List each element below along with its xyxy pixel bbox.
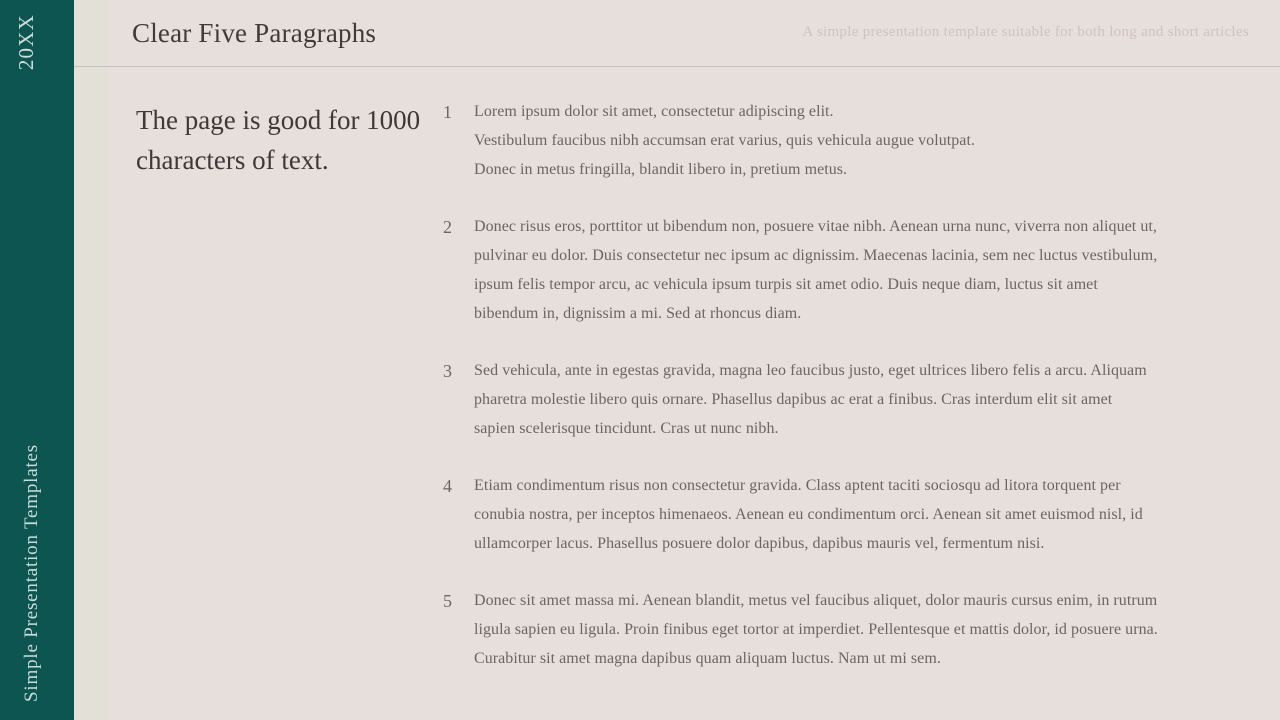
- paragraph-text: [474, 471, 1253, 558]
- paragraph-item: [443, 212, 1253, 328]
- paragraph-text: [474, 356, 1253, 443]
- slide-body: [108, 67, 1280, 720]
- paragraph-line: ligula sapien eu ligula. Proin finibus eget tortor at imperdiet. Pellentesque et mattis dolor, id posuere urna.: [474, 621, 1158, 638]
- beige-accent-band: [74, 0, 108, 720]
- paragraph-line: Lorem ipsum dolor sit amet, consectetur adipiscing elit.: [474, 103, 834, 120]
- paragraph-text: [474, 212, 1253, 328]
- paragraph-list: [443, 97, 1253, 701]
- rail-year-label: 20XX: [14, 14, 38, 71]
- paragraph-number: 1: [443, 102, 452, 122]
- header-divider: [74, 66, 1280, 67]
- paragraph-item: [443, 471, 1253, 558]
- paragraph-line: sapien scelerisque tincidunt. Cras ut nunc nibh.: [474, 420, 779, 437]
- paragraph-line: Donec sit amet massa mi. Aenean blandit, metus vel faucibus aliquet, dolor mauris cursus enim, in rutrum: [474, 592, 1158, 609]
- paragraph-number: 3: [443, 361, 452, 381]
- paragraph-line: bibendum in, dignissim a mi. Sed at rhoncus diam.: [474, 305, 802, 322]
- paragraph-line: ipsum felis tempor arcu, ac vehicula ipsum turpis sit amet odio. Duis neque diam, luctus sit amet: [474, 276, 1098, 293]
- paragraph-line: Curabitur sit amet magna dapibus quam aliquam luctus. Nam ut mi sem.: [474, 650, 941, 667]
- paragraph-line: Sed vehicula, ante in egestas gravida, magna leo faucibus justo, eget ultrices libero felis a arcu. Aliquam: [474, 362, 1147, 379]
- paragraph-line: Etiam condimentum risus non consectetur gravida. Class aptent taciti sociosqu ad litora torquent per: [474, 477, 1121, 494]
- paragraph-line: pharetra molestie libero quis ornare. Phasellus dapibus ac erat a finibus. Cras interdum elit sit amet: [474, 391, 1113, 408]
- paragraph-line: Donec in metus fringilla, blandit libero in, pretium metus.: [474, 161, 848, 178]
- paragraph-text: [474, 586, 1253, 673]
- page-subtitle: A simple presentation template suitable for both long and short articles: [802, 24, 1249, 40]
- paragraph-item: [443, 586, 1253, 673]
- page-title: Clear Five Paragraphs: [132, 18, 377, 48]
- paragraph-number: 2: [443, 217, 452, 237]
- paragraph-line: conubia nostra, per inceptos himenaeos. Aenean eu condimentum orci. Aenean sit amet euismod nisl, id: [474, 506, 1143, 523]
- left-teal-rail: [0, 0, 74, 720]
- paragraph-line: ullamcorper lacus. Phasellus posuere dolor dapibus, dapibus mauris vel, fermentum nisi.: [474, 535, 1045, 552]
- paragraph-line: Donec risus eros, porttitor ut bibendum non, posuere vitae nibh. Aenean urna nunc, viverra non aliquet ut,: [474, 218, 1157, 235]
- lead-heading: The page is good for 1000 characters of text.: [136, 105, 421, 175]
- paragraph-line: Vestibulum faucibus nibh accumsan erat varius, quis vehicula augue volutpat.: [474, 132, 976, 149]
- paragraph-number: 4: [443, 476, 452, 496]
- paragraph-line: pulvinar eu dolor. Duis consectetur nec ipsum ac dignissim. Maecenas lacinia, sem nec luctus vestibulum,: [474, 247, 1158, 264]
- paragraph-item: [443, 97, 1253, 184]
- slide-header: [74, 0, 1280, 67]
- paragraph-text: [474, 97, 1253, 184]
- rail-year: [14, 14, 39, 104]
- paragraph-item: [443, 356, 1253, 443]
- rail-brand: [21, 444, 43, 702]
- paragraph-number: 5: [443, 591, 452, 611]
- rail-brand-label: Simple Presentation Templates: [21, 444, 42, 702]
